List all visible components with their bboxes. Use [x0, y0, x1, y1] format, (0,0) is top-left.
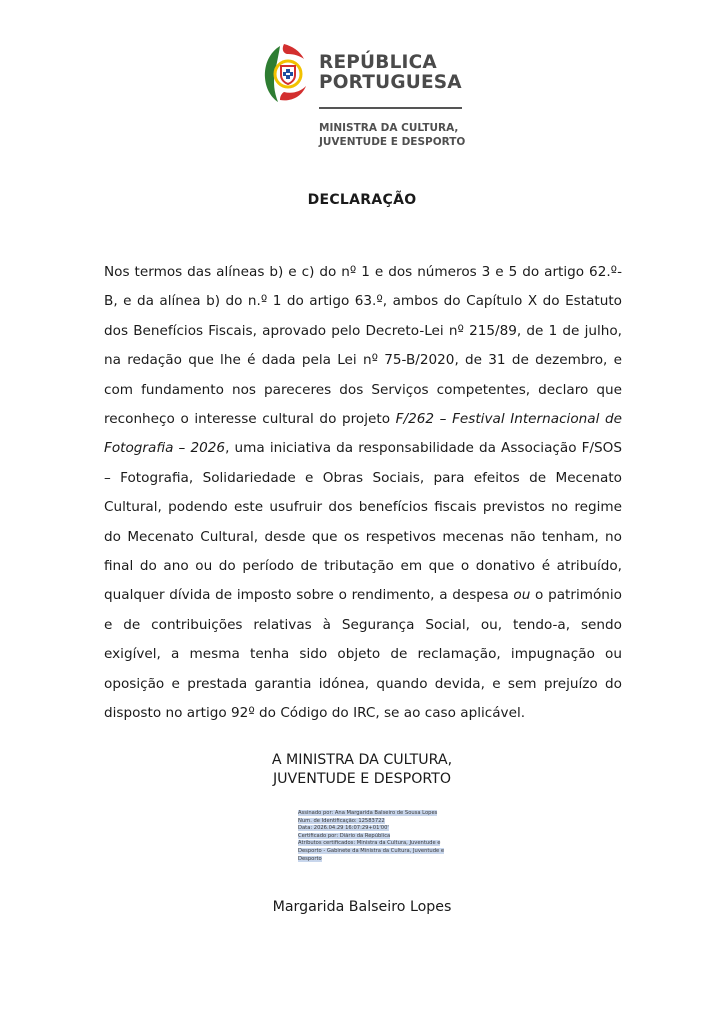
- ministry-name: [319, 122, 479, 149]
- republic-title: [319, 53, 479, 92]
- body-part-2: , uma iniciativa da responsabilidade da Associação F/SOS – Fotografia, Solidariedade e Obras Sociais, para efeitos de Mecenato Cultural, podendo este usufruir dos benefícios fiscais previstos no regime do Mecenato Cultural, desde que os respetivos mecenas não tenham, no final do ano ou do período de tributação em que o donativo é atribuído, qualquer dívida de imposto sobre o rendimento, a despesa: [104, 440, 622, 604]
- stamp-attributes-3: Desporto: [298, 855, 322, 862]
- signature-role: [0, 751, 724, 789]
- stamp-certified-by: Certificado por: Diário da República: [298, 832, 391, 839]
- stamp-attributes-1: Atributos certificados: Ministra da Cultura, Juventude e: [298, 840, 441, 847]
- ministry-line-2: JUVENTUDE E DESPORTO: [319, 135, 466, 148]
- role-line-2: JUVENTUDE E DESPORTO: [272, 771, 452, 787]
- stamp-attributes-2: Desporto - Gabinete da Ministra da Cultura, Juventude e: [298, 847, 445, 854]
- stamp-date: Data: 2026.04.29 16:07:29+01'00': [298, 825, 389, 832]
- stamp-id-number: Num. de Identificação: 12583722: [298, 817, 385, 824]
- italic-ou: ou: [513, 587, 531, 604]
- portuguese-republic-emblem: [262, 42, 308, 104]
- document-title: DECLARAÇÃO: [307, 192, 417, 208]
- body-part-3: o património e de contribuições relativas à Segurança Social, ou, tendo-a, sendo exigível, a mesma tenha sido objeto de reclamação, impugnação ou oposição e prestada garantia idónea, quando devida, e sem prejuízo do disposto no artigo 92º do Código do IRC, se ao caso aplicável.: [104, 587, 623, 722]
- declaration-body: [104, 258, 622, 729]
- digital-signature-stamp: [298, 810, 468, 863]
- body-part-1: Nos termos das alíneas b) e c) do nº 1 e dos números 3 e 5 do artigo 62.º-B, e da alínea b) do n.º 1 do artigo 63.º, ambos do Capítulo X do Estatuto dos Benefícios Fiscais, aprovado pelo Decreto-Lei nº 215/89, de 1 de julho, na redação que lhe é dada pela Lei nº 75-B/2020, de 31 de dezembro, e com fundamento nos pareceres dos Serviços competentes, declaro que reconheço o interesse cultural do projeto: [104, 264, 622, 428]
- republic-line-1: REPÚBLICA: [319, 52, 437, 73]
- stamp-signed-by: Assinado por: Ana Margarida Balseiro de Sousa Lopes: [298, 810, 438, 816]
- project-name: F/262 – Festival Internacional de Fotografia – 2026: [104, 411, 622, 457]
- letterhead-divider: [319, 107, 462, 109]
- republic-line-2: PORTUGUESA: [319, 71, 462, 93]
- role-line-1: A MINISTRA DA CULTURA,: [271, 752, 453, 768]
- ministry-line-1: MINISTRA DA CULTURA,: [319, 122, 459, 134]
- signer-name: Margarida Balseiro Lopes: [272, 899, 452, 915]
